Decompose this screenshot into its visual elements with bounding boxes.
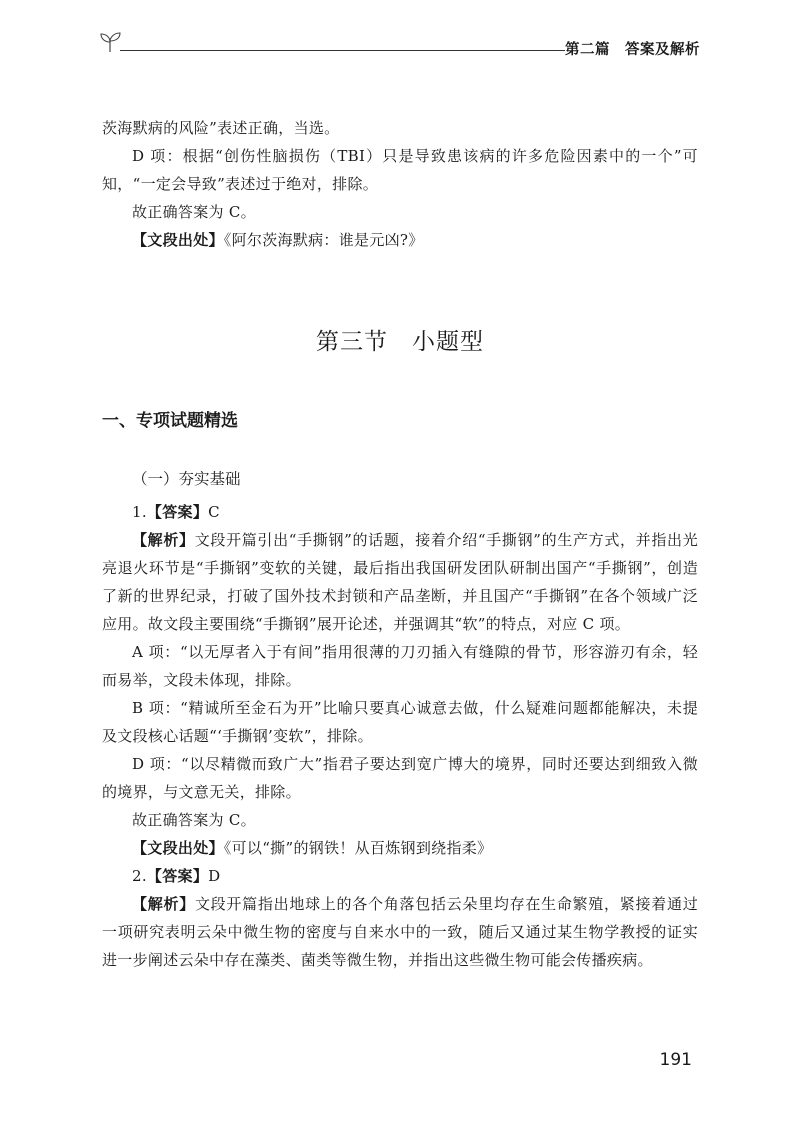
option-a-paragraph: A 项：“以无厚者入于有间”指用很薄的刀刃插入有缝隙的骨节，形容游刃有余，轻而易举，文段未体现，排除。 bbox=[102, 643, 698, 689]
conclusion-paragraph: 故正确答案为 C。 bbox=[132, 811, 256, 829]
analysis-text: 文段开篇引出“手撕钢”的话题，接着介绍“手撕钢”的生产方式，并指出光亮退火环节是“手撕钢”变软的关键，最后指出我国研发团队研制出国产“手撕钢”，创造了新的世界纪录，打破了国外技术封锁和产品垄断，并且国产“手撕钢”在各个领域广泛应用。故文段主要围绕“手撕钢”展开论述，并强调其“软”的特点，对应 C 项。 bbox=[102, 531, 698, 633]
heading-level-2: （一）夯实基础 bbox=[132, 470, 241, 488]
source-tag: 【文段出处】 bbox=[132, 231, 224, 249]
analysis-tag: 【解析】 bbox=[132, 531, 195, 549]
page-content bbox=[102, 114, 698, 974]
source-tag: 【文段出处】 bbox=[132, 839, 224, 857]
answer-line bbox=[102, 862, 698, 890]
source-paragraph bbox=[102, 226, 698, 254]
chapter-title: 第二篇 答案及解析 bbox=[565, 42, 700, 58]
analysis-paragraph bbox=[102, 526, 698, 638]
answer-tag: 【答案】 bbox=[146, 867, 209, 885]
paragraph: D 项：根据“创伤性脑损伤（TBI）只是导致患该病的许多危险因素中的一个”可知，“一定会导致”表述过于绝对，排除。 bbox=[102, 147, 698, 193]
source-paragraph bbox=[102, 834, 698, 862]
answer-value: D bbox=[208, 867, 221, 885]
source-text: 《阿尔茨海默病：谁是元凶?》 bbox=[223, 231, 424, 249]
source-text: 《可以“撕”的钢铁！从百炼钢到绕指柔》 bbox=[223, 839, 493, 857]
heading-level-1: 一、专项试题精选 bbox=[102, 411, 238, 431]
page-number: 191 bbox=[659, 1050, 692, 1070]
answer-tag: 【答案】 bbox=[146, 503, 209, 521]
paragraph: 故正确答案为 C。 bbox=[132, 203, 256, 221]
header-rule bbox=[120, 50, 565, 51]
answer-line bbox=[102, 498, 698, 526]
analysis-text: 文段开篇指出地球上的各个角落包括云朵里均存在生命繁殖，紧接着通过一项研究表明云朵中微生物的密度与自来水中的一致，随后又通过某生物学教授的证实进一步阐述云朵中存在藻类、菌类等微生物，并指出这些微生物可能会传播疾病。 bbox=[102, 895, 698, 969]
option-d-paragraph: D 项：“以尽精微而致广大”指君子要达到宽广博大的境界，同时还要达到细致入微的境界，与文意无关，排除。 bbox=[102, 755, 698, 801]
paragraph: 茨海默病的风险”表述正确，当选。 bbox=[102, 119, 340, 137]
analysis-paragraph bbox=[102, 890, 698, 974]
question-number: 2. bbox=[132, 867, 147, 885]
running-header bbox=[98, 30, 700, 60]
answer-value: C bbox=[208, 503, 220, 521]
option-b-paragraph: B 项：“精诚所至金石为开”比喻只要真心诚意去做，什么疑难问题都能解决，未提及文段核心话题“‘手撕钢’变软”，排除。 bbox=[102, 699, 698, 745]
question-number: 1. bbox=[132, 503, 147, 521]
analysis-tag: 【解析】 bbox=[132, 895, 195, 913]
section-title: 第三节 小题型 bbox=[316, 329, 484, 355]
